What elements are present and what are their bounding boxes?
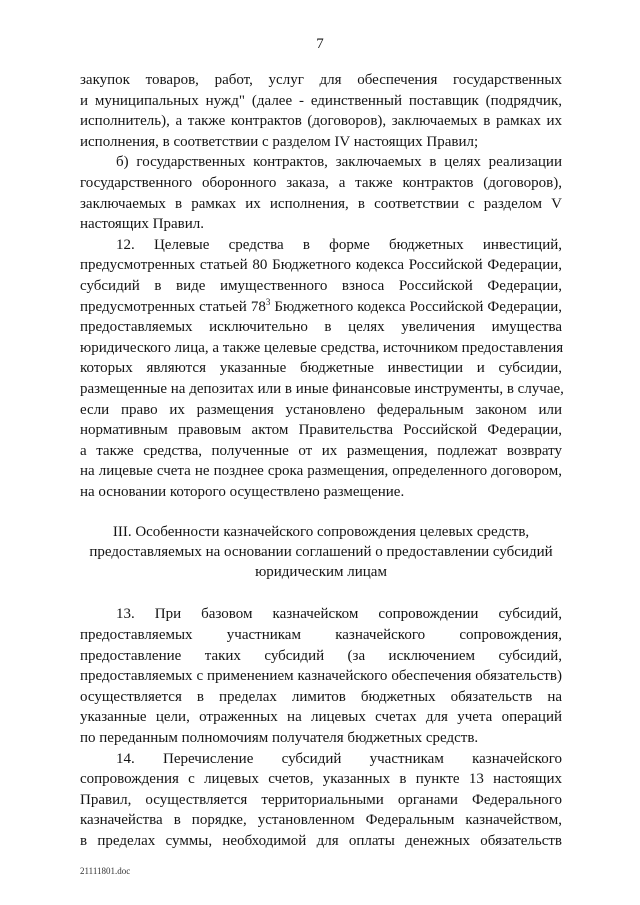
text-line-with-superscript xyxy=(80,297,562,318)
text-fragment: Бюджетного кодекса Российской Федерации, xyxy=(270,298,562,315)
paragraph-continuation xyxy=(80,70,562,152)
text-line: по переданным полномочиям получателя бюджетных средств. xyxy=(80,730,479,747)
paragraph-13 xyxy=(80,604,562,748)
paragraph-12 xyxy=(80,235,562,503)
section-heading xyxy=(80,522,562,582)
text-line: размещенные на депозитах или в иные финансовые инструменты, в случае, xyxy=(80,380,564,397)
text-line: нормативным правовым актом Правительства Российской Федерации, xyxy=(80,422,562,439)
text-line: 12. Целевые средства в форме бюджетных инвестиций, xyxy=(116,236,562,253)
text-line: а также средства, полученные от их размещения, подлежат возврату xyxy=(80,442,562,459)
superscript: 3 xyxy=(265,296,271,307)
text-line: предоставление таких субсидий (за исключением субсидий, xyxy=(80,647,562,664)
text-line: предусмотренных статьей 80 Бюджетного кодекса Российской Федерации, xyxy=(80,257,562,274)
text-line: которых являются указанные бюджетные инвестиции и субсидии, xyxy=(80,360,562,377)
text-line: Правил, осуществляется территориальными органами Федерального xyxy=(80,791,562,808)
document-body xyxy=(80,70,562,852)
text-line: б) государственных контрактов, заключаемых в целях реализации xyxy=(116,154,562,171)
footer-document-code: 21111801.doc xyxy=(80,866,131,876)
paragraph-b xyxy=(80,152,562,234)
text-line: 14. Перечисление субсидий участникам казначейского xyxy=(116,750,562,767)
text-line: предоставляемых с применением казначейского обеспечения обязательств) xyxy=(80,668,562,685)
text-line: исполнения, в соответствии с разделом IV настоящих Правил; xyxy=(80,133,479,150)
text-line: и муниципальных нужд" (далее - единственный поставщик (подрядчик, xyxy=(80,92,562,109)
text-line: заключаемых в рамках их исполнения, в соответствии с разделом V xyxy=(80,195,562,212)
text-line: на лицевые счета не позднее срока размещения, определенного договором, xyxy=(80,463,562,480)
text-line: субсидий в виде имущественного взноса Российской Федерации, xyxy=(80,277,562,294)
text-line: 13. При базовом казначейском сопровождении субсидий, xyxy=(116,606,562,623)
text-line: государственного оборонного заказа, а также контрактов (договоров), xyxy=(80,174,562,191)
text-line: сопровождения с лицевых счетов, указанных в пункте 13 настоящих xyxy=(80,771,562,788)
text-line: если право их размещения установлено федеральным законом или xyxy=(80,401,562,418)
text-line: закупок товаров, работ, услуг для обеспечения государственных xyxy=(80,72,562,88)
heading-line: предоставляемых на основании соглашений о предоставлении субсидий xyxy=(89,544,553,561)
text-line: казначейства в порядке, установленном Федеральным казначейством, xyxy=(80,812,562,829)
paragraph-14 xyxy=(80,749,562,852)
text-line: на основании которого осуществлено размещение. xyxy=(80,483,405,500)
text-line: предоставляемых исключительно в целях увеличения имущества xyxy=(80,319,562,336)
text-fragment: предусмотренных статьей 78 xyxy=(80,298,266,315)
text-line: в пределах суммы, необходимой для оплаты денежных обязательств xyxy=(80,833,562,849)
text-line: исполнитель), а также контрактов (договоров), заключаемых в рамках их xyxy=(80,113,562,130)
text-line: юридического лица, а также целевые средства, источником предоставления xyxy=(80,339,564,356)
heading-line: юридическим лицам xyxy=(255,564,387,581)
text-line: предоставляемых участникам казначейского сопровождения, xyxy=(80,627,562,644)
heading-line: III. Особенности казначейского сопровождения целевых средств, xyxy=(112,524,530,541)
text-line: указанные цели, отраженных на лицевых счетах для учета операций xyxy=(80,709,562,726)
text-line: осуществляется в пределах лимитов бюджетных обязательств на xyxy=(80,688,562,705)
page-number: 7 xyxy=(316,36,324,52)
text-line: настоящих Правил. xyxy=(80,216,204,233)
